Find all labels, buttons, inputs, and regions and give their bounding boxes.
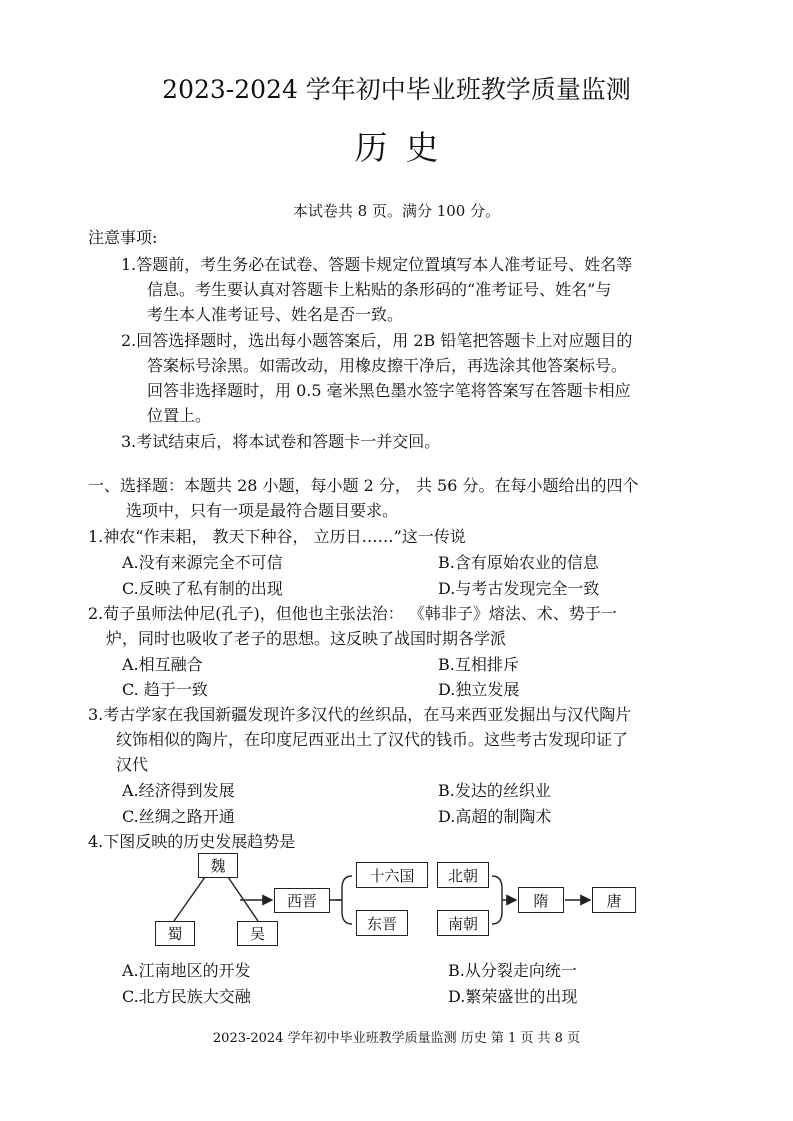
box-shu: 蜀 [155,921,195,946]
option-c: C.反映了私有制的出现 [122,579,283,598]
box-nanchao: 南朝 [437,910,489,936]
option-a: A.相互融合 [122,655,203,674]
question-stem: 2.荀子虽师法仲尼(孔子)，但他也主张法治： 《韩非子》熔法、术、势于一 [88,604,617,623]
box-dongjin: 东晋 [356,910,408,936]
question-stem: 4.下图反映的历史发展趋势是 [88,832,296,851]
box-tang: 唐 [592,887,636,913]
option-d: D.独立发展 [438,680,520,699]
option-a: A.没有来源完全不可信 [122,553,283,572]
box-wei: 魏 [198,853,238,878]
notice-heading: 注意事项: [88,228,158,247]
box-shiliuguo: 十六国 [356,862,428,888]
option-d: D.高超的制陶术 [438,807,552,826]
box-beichao: 北朝 [437,862,489,888]
option-b: B.发达的丝织业 [438,781,551,800]
option-a: A.江南地区的开发 [122,961,251,980]
page-footer: 2023-2024 学年初中毕业班教学质量监测 历史 第 1 页 共 8 页 [212,1031,581,1046]
box-sui: 隋 [518,887,564,913]
option-a: A.经济得到发展 [122,781,235,800]
option-c: C.北方民族大交融 [122,987,251,1006]
box-wu: 吴 [237,921,278,946]
question-stem-cont: 汉代 [116,755,149,774]
notice-line: 回答非选择题时，用 0.5 毫米黑色墨水签字笔将答案写在答题卡相应 [147,381,631,400]
box-xijin: 西晋 [274,888,330,913]
notice-line: 考生本人准考证号、姓名是否一致。 [147,305,404,324]
option-b: B.含有原始农业的信息 [438,553,599,572]
exam-title: 2023-2024 学年初中毕业班教学质量监测 [162,75,631,104]
exam-info: 本试卷共 8 页。满分 100 分。 [292,202,501,220]
option-d: D.与考古发现完全一致 [438,579,600,598]
notice-line: 3.考试结束后，将本试卷和答题卡一并交回。 [121,432,441,451]
section-heading-cont: 选项中，只有一项是最符合题目要求。 [126,501,399,520]
notice-line: 2.回答选择题时，选出每小题答案后，用 2B 铅笔把答题卡上对应题目的 [121,331,633,350]
question-stem: 3.考古学家在我国新疆发现许多汉代的丝织品，在马来西亚发掘出与汉代陶片 [88,705,632,724]
option-b: B.从分裂走向统一 [448,961,577,980]
notice-line: 位置上。 [147,406,212,425]
option-c: C. 趋于一致 [122,680,208,699]
question-stem-cont: 纹饰相似的陶片，在印度尼西亚出土了汉代的钱币。这些考古发现印证了 [116,730,629,749]
section-heading: 一、选择题：本题共 28 小题，每小题 2 分， 共 56 分。在每小题给出的四个 [88,476,639,495]
option-d: D.繁荣盛世的出现 [448,987,578,1006]
question-stem: 1.神农“作耒耜， 教天下种谷， 立历日……”这一传说 [88,527,466,546]
option-b: B.互相排斥 [438,655,519,674]
question-stem-cont: 炉，同时也吸收了老子的思想。这反映了战国时期各学派 [106,629,507,648]
notice-line: 信息。考生要认真对答题卡上粘贴的条形码的“准考证号、姓名”与 [147,280,612,299]
subject-title: 历史 [354,128,457,167]
notice-line: 1.答题前，考生务必在试卷、答题卡规定位置填写本人准考证号、姓名等 [121,255,633,274]
option-c: C.丝绸之路开通 [122,807,235,826]
notice-line: 答案标号涂黑。如需改动，用橡皮擦干净后，再选涂其他答案标号。 [147,356,628,375]
